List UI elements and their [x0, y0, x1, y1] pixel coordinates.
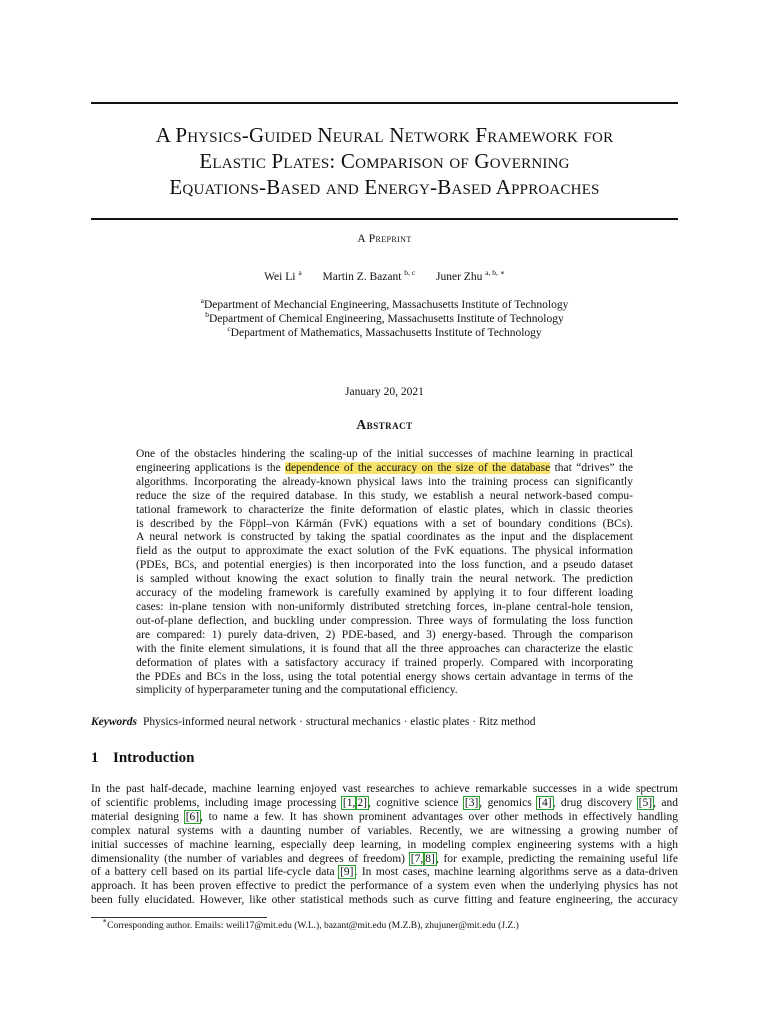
footnote-mark: ∗ [102, 916, 108, 925]
footnote [102, 916, 519, 931]
citation-link[interactable]: [5] [638, 796, 653, 809]
preprint-label: A Preprint [357, 233, 412, 245]
title-bottom-rule [91, 218, 678, 220]
abstract-line: algorithms. Incorporating the already-known physical laws into the training process can significantly [136, 475, 633, 488]
section-title: Introduction [113, 750, 195, 766]
body-text: material designing [91, 810, 185, 823]
affil-mark: a [200, 296, 204, 305]
abstract-line: reduce the size of the required database. In this study, we establish a neural network-based compu- [136, 489, 633, 502]
citation-link[interactable]: [3] [464, 796, 479, 809]
author-name: Juner Zhu [436, 271, 483, 283]
abstract-line: tational framework to characterize the finite deformation of elastic plates, which in classic theories [136, 503, 633, 516]
body-line [91, 797, 678, 811]
citation-link[interactable]: 8] [425, 852, 435, 865]
body-text: dimensionality (the number of variables and degrees of freedom) [91, 852, 410, 865]
author [264, 268, 302, 283]
keywords [91, 716, 678, 728]
abstract-line: (PDEs, BCs, and potential energies) is then incorporated into the loss function, and a pseudo dataset [136, 559, 633, 572]
title-line: Equations-Based and Energy-Based Approaches [169, 175, 600, 199]
body-line: In the past half-decade, machine learning enjoyed vast researches to achieve remarkable successes in a wide spectrum [91, 783, 678, 795]
affil-text: Department of Mechancial Engineering, Massachusetts Institute of Technology [204, 299, 569, 311]
affil-text: Department of Mathematics, Massachusetts Institute of Technology [230, 327, 542, 339]
affil-mark: b [205, 310, 209, 319]
abstract-line: out-of-plane deflection, and buckling under compression. Three ways of formulating the loss function [136, 614, 633, 627]
top-rule [91, 102, 678, 104]
abstract-line: field as the output to approximate the exact solution of the FvK equations. The physical information [136, 545, 633, 558]
abstract-text: engineering applications is the [136, 461, 286, 474]
title-line: Elastic Plates: Comparison of Governing [199, 149, 570, 173]
author-list [91, 268, 678, 283]
paper-title [91, 122, 678, 200]
body-text: , cognitive science [367, 796, 464, 809]
abstract-line: is described by the Föppl–von Kármán (FvK) equations with a set of boundary conditions (BCs). [136, 517, 633, 530]
body-text: of scientific problems, including image processing [91, 796, 342, 809]
section-heading [91, 750, 194, 767]
body-line: approach. It has been proven effective to predict the performance of a system even when the underlying physics has not [91, 880, 678, 893]
citation-link[interactable]: [9] [340, 866, 354, 879]
footnote-text: Corresponding author. Emails: weili17@mit.edu (W.L.), bazant@mit.edu (M.Z.B), zhujuner@mit.edu (J.Z.) [107, 921, 519, 931]
author [322, 268, 416, 283]
citation-link[interactable]: [6] [185, 810, 200, 823]
citation-link[interactable]: [7, [410, 852, 424, 865]
abstract-line: deformation of plates with a satisfactory accuracy if trained properly. Compared with incorporating [136, 656, 633, 669]
body-text: , drug discovery [552, 796, 638, 809]
author-affil-mark: b, c [404, 268, 416, 277]
keywords-text: Physics-informed neural network · structural mechanics · elastic plates · Ritz method [143, 716, 536, 728]
abstract-line: accuracy of the modeling framework is carefully examined by applying it to four different loading [136, 587, 633, 600]
title-line: A Physics-Guided Neural Network Framework for [155, 123, 614, 147]
body-line [91, 866, 678, 880]
body-line: complex natural systems with a daunting number of variables. Recently, we are witnessing a growing number of [91, 824, 678, 837]
affiliation [91, 312, 678, 326]
abstract-heading: Abstract [356, 417, 413, 432]
body-line [91, 811, 678, 825]
affiliation [91, 298, 678, 312]
affiliation [91, 326, 678, 340]
abstract-line: simplicity of hyperparameter tuning and the computational efficiency. [136, 684, 458, 697]
intro-paragraph [91, 783, 678, 908]
author-name: Wei Li [264, 271, 296, 283]
abstract-line: cases: in-plane tension with non-uniformly distributed stretching forces, in-plane central-hole tension, [136, 600, 633, 613]
abstract-line: is sampled without knowing the exact solution to finally train the neural network. The prediction [136, 573, 633, 586]
affil-text: Department of Chemical Engineering, Massachusetts Institute of Technology [208, 313, 564, 325]
citation-link[interactable]: [1, [342, 796, 356, 809]
author [436, 268, 505, 283]
citation-link[interactable]: 2] [357, 796, 367, 809]
affiliation-list [91, 298, 678, 340]
author-affil-mark: a, b, ∗ [485, 268, 505, 277]
body-text: , genomics [479, 796, 538, 809]
abstract-line [136, 462, 633, 476]
abstract-line: A neural network is constructed by taking the spatial coordinates as the input and the displacement [136, 531, 633, 544]
author-name: Martin Z. Bazant [322, 271, 402, 283]
body-text: . In most cases, machine learning algorithms serve as a data-driven [354, 866, 678, 879]
footnote-rule [91, 917, 267, 918]
abstract-line: the PDEs and BCs in the loss, using the total potential energy shows certain advantage in terms of the [136, 670, 633, 683]
body-text: , for example, predicting the remaining useful life [435, 852, 678, 865]
abstract-line: with the finite element simulations, it is found that all the three approaches can characterize the elastic [136, 642, 633, 655]
abstract-text: that “drives” the [550, 461, 633, 474]
body-text: of a battery cell based on its partial life-cycle data [91, 866, 340, 879]
abstract-body [136, 448, 633, 698]
body-text: , and [653, 796, 679, 809]
body-line [91, 853, 678, 867]
section-number: 1 [91, 750, 99, 766]
keywords-label: Keywords [91, 716, 137, 728]
abstract-line: One of the obstacles hindering the scaling-up of the initial successes of machine learning in practical [136, 448, 633, 460]
affil-mark: c [227, 324, 231, 333]
body-text: , to name a few. It has shown prominent advantages over other methods in effectively handling [200, 810, 678, 823]
publication-date: January 20, 2021 [345, 386, 424, 398]
highlighted-text[interactable]: dependence of the accuracy on the size of the database [285, 461, 551, 474]
body-line: initial successes of machine learning, especially deep learning, in modeling complex engineering systems with a high [91, 838, 678, 851]
abstract-line: are compared: 1) purely data-driven, 2) PDE-based, and 3) energy-based. Through the comparison [136, 628, 633, 641]
citation-link[interactable]: [4] [538, 796, 552, 809]
author-affil-mark: a [298, 268, 302, 277]
body-line: been fully elucidated. However, like other statistical methods such as curve fitting and feature engineering, the accuracy [91, 894, 678, 907]
